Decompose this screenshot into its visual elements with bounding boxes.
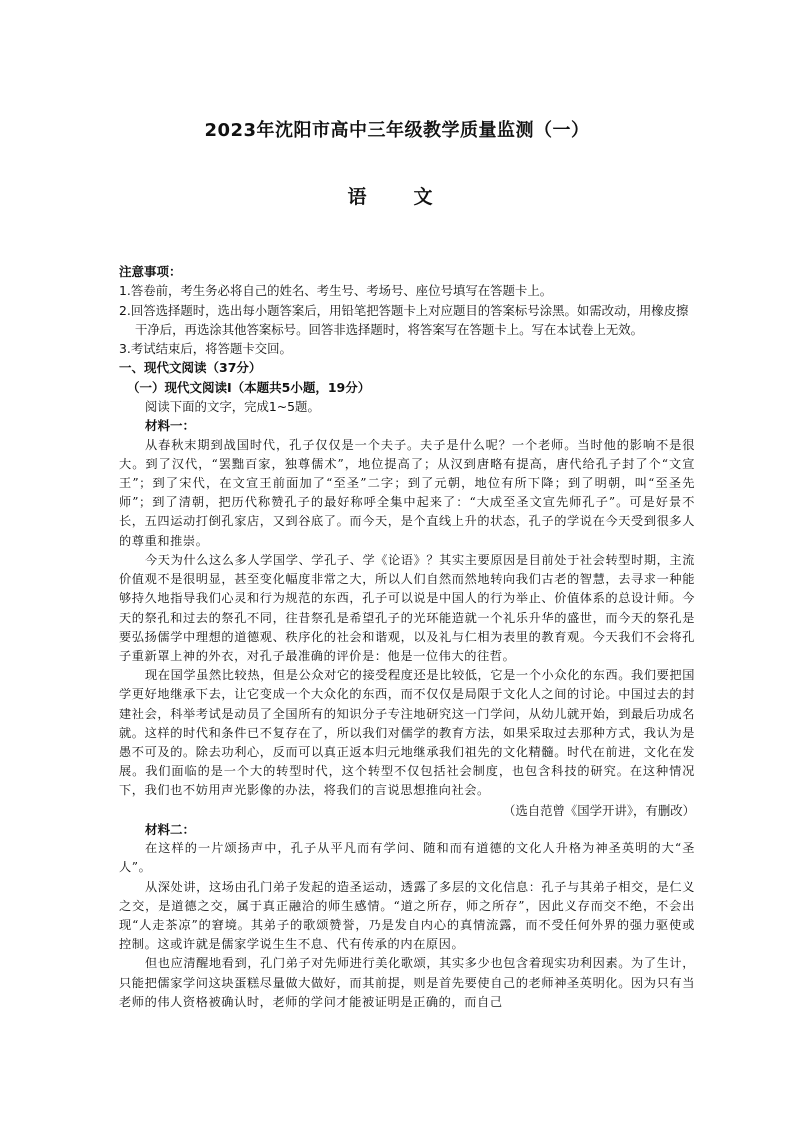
material-paragraph: 现在国学虽然比较热，但是公众对它的接受程度还是比较低，它是一个小众化的东西。我们要把国学更好地继承下去，让它变成一个大众化的东西，而不仅仅是局限于文化人之间的讨论。中国过去的封建社会，科举考试是动员了全国所有的知识分子专注地研究这一门学问，从幼儿就开始，到最后功成名就。这样的时代和条件已不复存在了，所以我们对儒学的教育方法，如果采取过去那种方式，我认为是愚不可及的。除去功利心，反而可以真正返本归元地继承我们祖先的文化精髓。时代在前进，文化在发展。我们面临的是一个大的转型时代，这个转型不仅包括社会制度，也包含科技的研究。在这种情况下，我们也不妨用声光影像的办法，将我们的言说思想推向社会。 bbox=[119, 668, 695, 798]
material-source: （选自范曾《国学开讲》，有删改） bbox=[502, 802, 695, 818]
material-paragraph: 从深处讲，这场由孔门弟子发起的造圣运动，透露了多层的文化信息：孔子与其弟子相交，是仁义之交，是道德之交，属于真正融洽的师生感情。“道之所存，师之所存”，因此义存而交不绝，不会出现“人走茶凉”的窘境。其弟子的歌颂赞誉，乃是发自内心的真情流露，而不受任何外界的强力驱使或控制。这或许就是儒家学说生生不息、代有传承的内在原因。 bbox=[119, 879, 695, 952]
material-paragraph: 但也应清醒地看到，孔门弟子对先师进行美化歌颂，其实多少也包含着现实功利因素。为了生计，只能把儒家学问这块蛋糕尽量做大做好，而其前提，则是首先要使自己的老师神圣英明化。因为只有当老师的伟人资格被确认时，老师的学问才能被证明是正确的，而自己 bbox=[119, 956, 695, 1009]
notice-item: 2.回答选择题时，选出每小题答案后，用铅笔把答题卡上对应题目的答案标号涂黑。如需改动，用橡皮擦干净后，再选涂其他答案标号。回答非选择题时，将答案写在答题卡上。写在本试卷上无效。 bbox=[119, 302, 689, 337]
material-heading: 材料一： bbox=[145, 418, 196, 434]
subject-title: 语 文 bbox=[347, 186, 447, 208]
notice-item: 3.考试结束后，将答题卡交回。 bbox=[119, 341, 292, 357]
material-paragraph: 今天为什么这么多人学国学、学孔子、学《论语》？其实主要原因是目前处于社会转型时期，主流价值观不是很明显，甚至变化幅度非常之大，所以人们自然而然地转向我们古老的智慧，去寻求一种能够持久地指导我们心灵和行为规范的东西，孔子可以说是中国人的行为举止、价值体系的总设计师。今天的祭孔和过去的祭孔不同，往昔祭孔是希望孔子的光环能造就一个礼乐升华的盛世，而今天的祭孔是要弘扬儒学中理想的道德观、秩序化的社会和谐观，以及礼与仁相为表里的教育观。今天我们不会将孔子重新罩上神的外衣，对孔子最准确的评价是：他是一位伟大的往哲。 bbox=[119, 552, 695, 663]
notice-heading: 注意事项： bbox=[119, 264, 182, 279]
exam-content bbox=[119, 262, 695, 1012]
material-heading: 材料二： bbox=[145, 821, 196, 837]
notice-item: 1.答卷前，考生务必将自己的姓名、考生号、考场号、座位号填写在答题卡上。 bbox=[119, 283, 553, 299]
material-paragraph: 在这样的一片颂扬声中，孔子从平凡而有学问、随和而有道德的文化人升格为神圣英明的大“圣人”。 bbox=[119, 841, 695, 875]
section-heading: 一、现代文阅读（37分） bbox=[119, 360, 262, 376]
reading-instruction: 阅读下面的文字，完成1~5题。 bbox=[145, 399, 320, 415]
material-paragraph: 从春秋末期到战国时代，孔子仅仅是一个夫子。夫子是什么呢？一个老师。当时他的影响不是很大。到了汉代，“罢黜百家，独尊儒术”，地位提高了；从汉到唐略有提高，唐代给孔子封了个“文宣王”；到了宋代，在文宣王前面加了“至圣”二字；到了元朝，地位有所下降；到了明朝，叫“至圣先师”；到了清朝，把历代称赞孔子的最好称呼全集中起来了：“大成至圣文宣先师孔子”。可是好景不长，五四运动打倒孔家店，又到谷底了。而今天，是个直线上升的状态，孔子的学说在今天受到很多人的尊重和推崇。 bbox=[119, 437, 695, 548]
subsection-heading: （一）现代文阅读Ⅰ（本题共5小题，19分） bbox=[127, 379, 371, 395]
exam-title: 2023年沈阳市高中三年级教学质量监测（一） bbox=[204, 120, 590, 141]
